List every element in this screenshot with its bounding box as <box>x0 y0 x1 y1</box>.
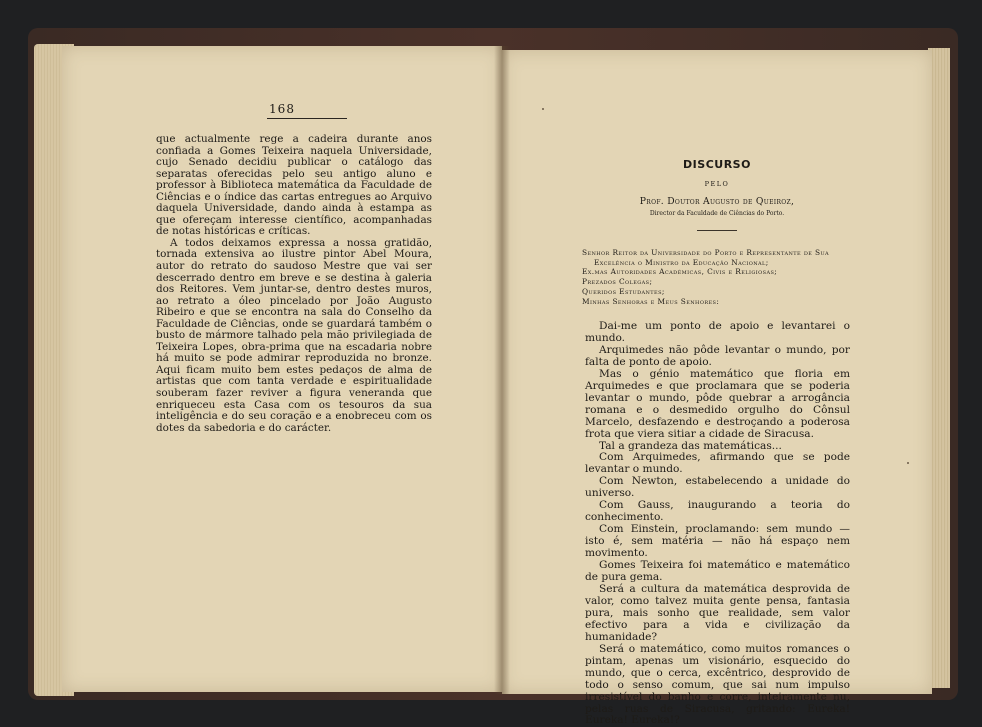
right-paragraph: Gomes Teixeira foi matemático e matemático de pura gema. <box>585 559 850 584</box>
speech-author: Prof. Doutor Augusto de Queiroz, <box>639 196 795 207</box>
page-number-rule <box>267 118 347 119</box>
speech-title: DISCURSO <box>683 158 751 171</box>
right-paragraph: Mas o génio matemático que floria em Arquimedes e que proclamara que se poderia levantar o mundo, pôde quebrar a arrogância romana e o desmedido orgulho do Cônsul Marcelo, desfazendo e destroçando a poderosa frota que viera sitiar a cidade de Siracusa. <box>585 367 850 440</box>
salutation-line: Minhas Senhoras e Meus Senhores: <box>582 296 720 306</box>
paper-speck <box>542 108 544 110</box>
right-paragraph: Com Arquimedes, afirmando que se pode levantar o mundo. <box>585 451 850 476</box>
salutation-line: Queridos Estudantes; <box>582 286 665 296</box>
right-paragraph: Será o matemático, como muitos romances o pintam, apenas um visionário, esquecido do mundo, que o cerca, excêntrico, desprovido de todo o senso comum, que sai num impulso irresistível do banho e corre, inteiramente nu, pelas ruas de Siracusa, gritando: Eureka! Eureka! Eureka!? <box>585 642 850 727</box>
salutation-block <box>582 248 844 306</box>
salutation-line: Prezados Colegas; <box>582 277 653 287</box>
right-paragraph: Com Einstein, proclamando: sem mundo — isto é, sem matéria — não há espaço nem movimento. <box>585 523 850 560</box>
book-spine <box>494 46 510 694</box>
speech-pelo: PELO <box>704 180 730 188</box>
page-number: 168 <box>269 102 295 116</box>
left-page <box>62 46 502 692</box>
left-paragraph: que actualmente rege a cadeira durante anos confiada a Gomes Teixeira naquela Universidade, cujo Senado decidiu publicar o catálogo das separatas oferecidas pelo seu antigo aluno e professor à Biblioteca matemática da Faculdade de Ciências e o índice das cartas entregues ao Arquivo daquela Universidade, dando ainda à estampa as que ofereçam interesse científico, acompanhadas de notas históricas e críticas. <box>156 133 432 238</box>
paper-speck <box>907 462 909 464</box>
right-paragraph: Tal a grandeza das matemáticas... <box>599 439 782 452</box>
left-paragraph: A todos deixamos expressa a nossa gratidão, tornada extensiva ao ilustre pintor Abel Moura, autor do retrato do saudoso Mestre que vai ser descerrado dentro em breve e se destina à galeria dos Reitores. Vem juntar-se, dentro destes muros, ao retrato a óleo pincelado por João Augusto Ribeiro e que se encontra na sala do Conselho da Faculdade de Ciências, onde se guardará também o busto de mármore talhado pela mão privilegiada de Teixeira Lopes, obra-prima que na escadaria nobre há muito se pode admirar reproduzida no bronze. Aqui ficam muito bem estes pedaços de alma de artistas que com tanta verdade e espiritualidade souberam fazer reviver a figura veneranda que enriqueceu esta Casa com os tesouros da sua inteligência e do seu coração e a enobreceu com os dotes da sabedoria e do carácter. <box>156 236 432 434</box>
right-page-text <box>585 321 850 727</box>
right-page <box>502 50 932 727</box>
right-paragraph: Será a cultura da matemática desprovida de valor, como talvez muita gente pensa, fantasia pura, mais sonho que realidade, sem valor efectivo para a vida e civilização da humanidade? <box>585 582 850 643</box>
right-paragraph: Dai-me um ponto de apoio e levantarei o mundo. <box>585 320 850 344</box>
speech-affiliation: Director da Faculdade de Ciências do Porto. <box>649 210 785 217</box>
right-paragraph: Com Gauss, inaugurando a teoria do conhecimento. <box>585 499 850 524</box>
salutation-line: Senhor Reitor da Universidade do Porto e Representante de Sua Excelência o Ministro da Educação Nacional; <box>582 248 829 267</box>
section-rule <box>697 230 737 231</box>
left-page-text <box>156 134 432 434</box>
right-paragraph: Com Newton, estabelecendo a unidade do universo. <box>585 475 850 500</box>
salutation-line: Ex.mas Autoridades Académicas, Civis e Religiosas; <box>582 267 778 277</box>
right-paragraph: Arquimedes não pôde levantar o mundo, por falta de ponto de apoio. <box>585 343 850 368</box>
